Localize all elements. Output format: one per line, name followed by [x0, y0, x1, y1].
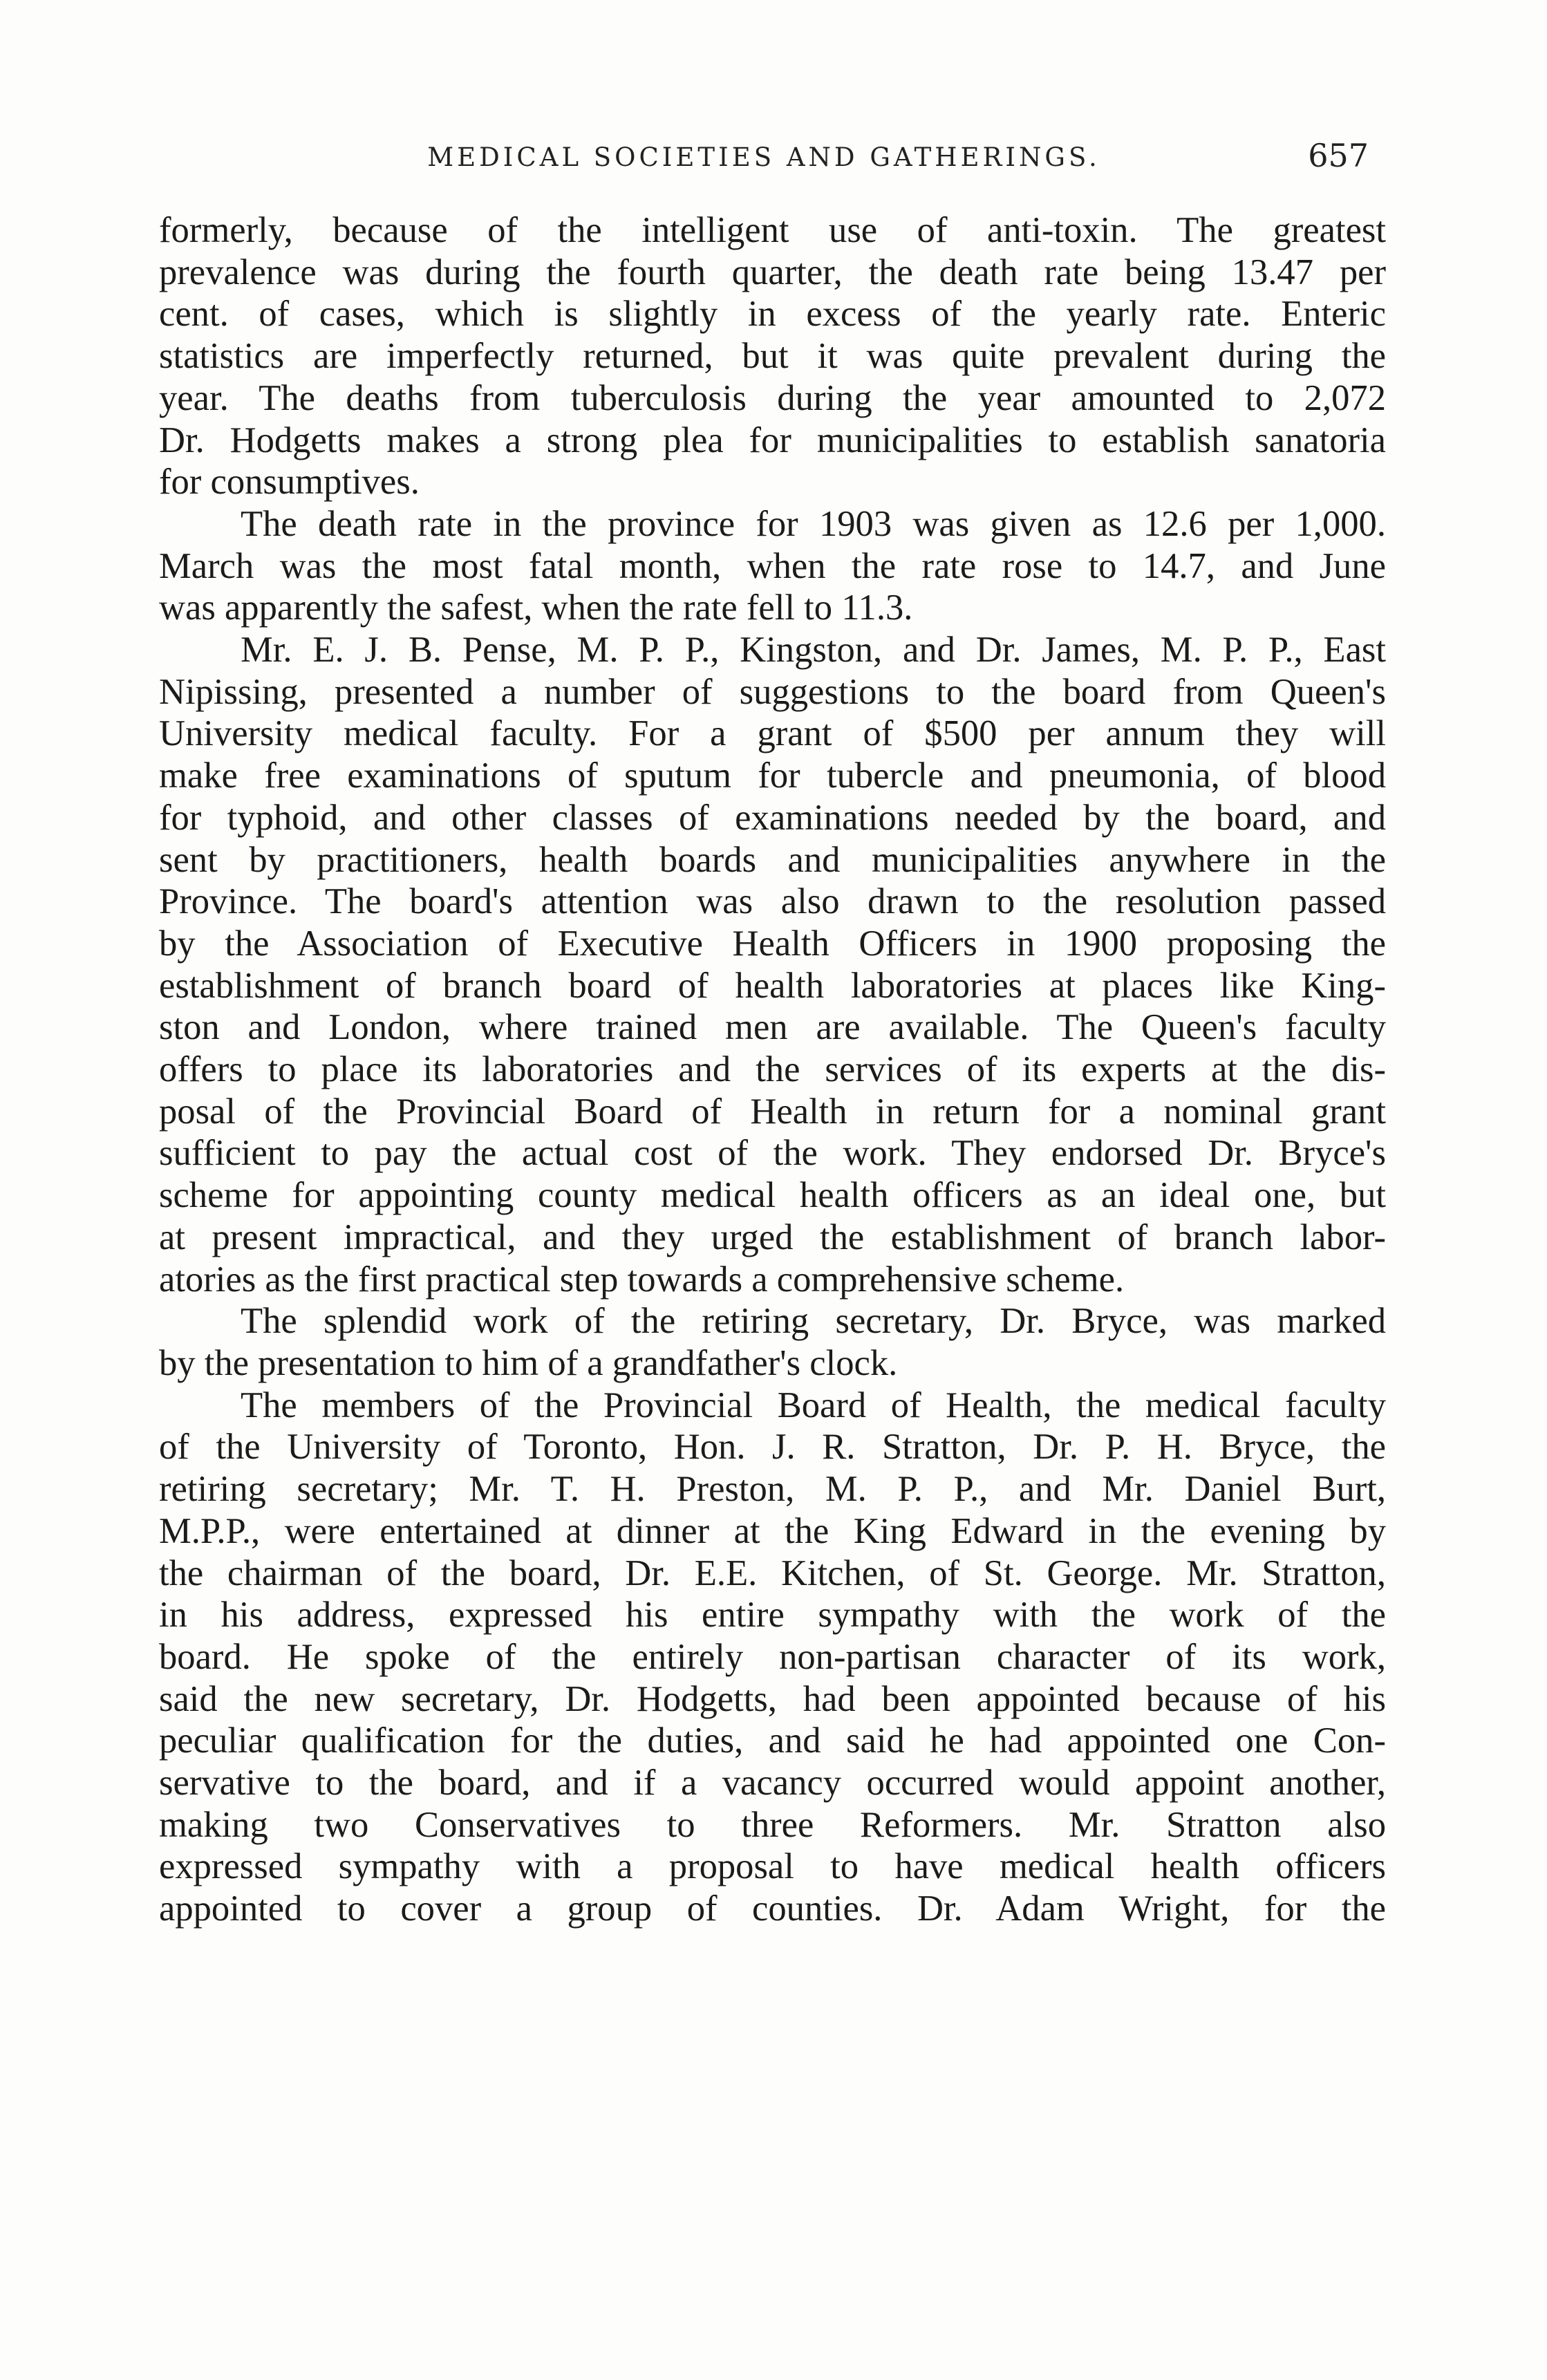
text-line: Dr. Hodgetts makes a strong plea for municipalities to establish sanatoria	[159, 420, 1386, 460]
text-line: at present impractical, and they urged the establishment of branch labor-	[159, 1217, 1386, 1257]
text-line: prevalence was during the fourth quarter, the death rate being 13.47 per	[159, 252, 1386, 292]
text-line: cent. of cases, which is slightly in excess of the yearly rate. Enteric	[159, 294, 1386, 335]
paragraph	[159, 209, 1386, 503]
text-line: The splendid work of the retiring secretary, Dr. Bryce, was marked	[241, 1301, 1386, 1342]
text-line: making two Conservatives to three Reformers. Mr. Stratton also	[159, 1804, 1386, 1845]
text-line: board. He spoke of the entirely non-partisan character of its work,	[159, 1636, 1386, 1677]
text-line: formerly, because of the intelligent use of anti-toxin. The greatest	[159, 210, 1386, 250]
text-line: peculiar qualification for the duties, and said he had appointed one Con-	[159, 1721, 1386, 1761]
text-line: in his address, expressed his entire sympathy with the work of the	[159, 1595, 1386, 1636]
body-text	[159, 209, 1386, 1930]
text-line: Province. The board's attention was also drawn to the resolution passed	[159, 881, 1386, 922]
text-line: M.P.P., were entertained at dinner at the King Edward in the evening by	[159, 1510, 1386, 1551]
text-line: establishment of branch board of health laboratories at places like King-	[159, 965, 1386, 1006]
text-line: ston and London, where trained men are available. The Queen's faculty	[159, 1007, 1386, 1048]
text-line: the chairman of the board, Dr. E.E. Kitchen, of St. George. Mr. Stratton,	[159, 1553, 1386, 1593]
text-line: servative to the board, and if a vacancy occurred would appoint another,	[159, 1763, 1386, 1803]
running-title: MEDICAL SOCIETIES AND GATHERINGS.	[427, 142, 1100, 172]
text-line: sent by practitioners, health boards and municipalities anywhere in the	[159, 839, 1386, 880]
text-line: The death rate in the province for 1903 was given as 12.6 per 1,000.	[241, 503, 1386, 544]
text-line: by the Association of Executive Health Officers in 1900 proposing the	[159, 923, 1386, 964]
text-line: March was the most fatal month, when the rate rose to 14.7, and June	[159, 545, 1386, 586]
text-line: scheme for appointing county medical health officers as an ideal one, but	[159, 1175, 1386, 1216]
page-number: 657	[1308, 137, 1369, 174]
paragraph	[159, 1385, 1386, 1930]
text-line: said the new secretary, Dr. Hodgetts, had been appointed because of his	[159, 1678, 1386, 1719]
text-line: was apparently the safest, when the rate fell to 11.3.	[159, 588, 913, 628]
text-line: sufficient to pay the actual cost of the work. They endorsed Dr. Bryce's	[159, 1133, 1386, 1174]
text-line: atories as the first practical step towards a comprehensive scheme.	[159, 1259, 1125, 1300]
text-line: expressed sympathy with a proposal to have medical health officers	[159, 1846, 1386, 1887]
paragraph	[159, 629, 1386, 1300]
text-line: make free examinations of sputum for tubercle and pneumonia, of blood	[159, 756, 1386, 796]
text-line: by the presentation to him of a grandfather's clock.	[159, 1342, 898, 1383]
text-line: posal of the Provincial Board of Health in return for a nominal grant	[159, 1091, 1386, 1132]
paragraph	[159, 503, 1386, 629]
text-line: University medical faculty. For a grant of $500 per annum they will	[159, 713, 1386, 754]
text-line: of the University of Toronto, Hon. J. R. Stratton, Dr. P. H. Bryce, the	[159, 1427, 1386, 1468]
text-line: appointed to cover a group of counties. Dr. Adam Wright, for the	[159, 1889, 1386, 1929]
text-line: Nipissing, presented a number of suggestions to the board from Queen's	[159, 671, 1386, 712]
text-line: for typhoid, and other classes of examinations needed by the board, and	[159, 797, 1386, 838]
page-header	[159, 137, 1369, 178]
paragraph	[159, 1300, 1386, 1384]
text-line: The members of the Provincial Board of Health, the medical faculty	[241, 1385, 1386, 1425]
text-line: year. The deaths from tuberculosis during the year amounted to 2,072	[159, 377, 1386, 418]
text-line: retiring secretary; Mr. T. H. Preston, M. P. P., and Mr. Daniel Burt,	[159, 1469, 1386, 1510]
text-line: offers to place its laboratories and the services of its experts at the dis-	[159, 1049, 1386, 1090]
text-line: Mr. E. J. B. Pense, M. P. P., Kingston, and Dr. James, M. P. P., East	[241, 630, 1386, 671]
text-line: statistics are imperfectly returned, but it was quite prevalent during the	[159, 336, 1386, 377]
text-line: for consumptives.	[159, 462, 420, 503]
